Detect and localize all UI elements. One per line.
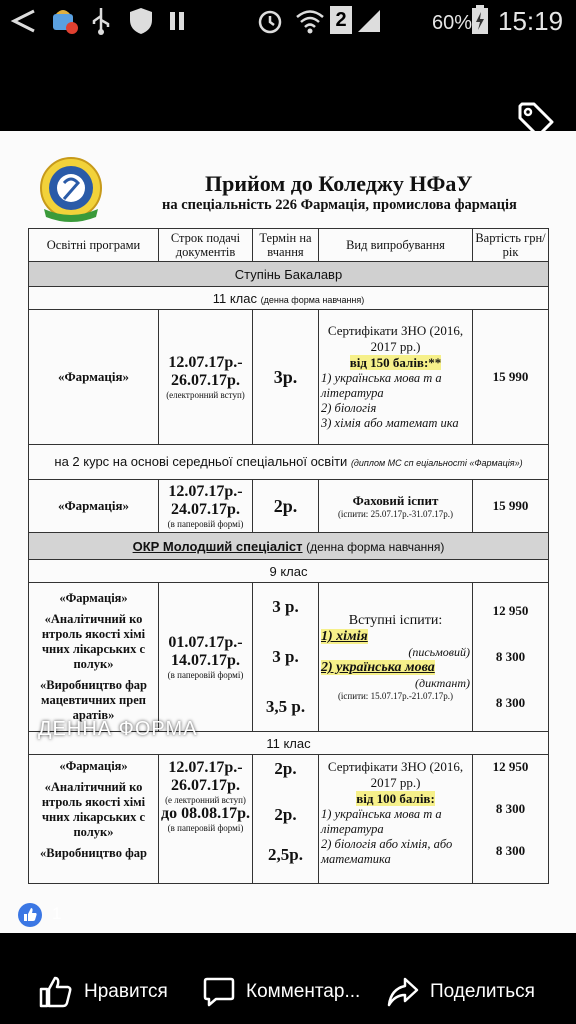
share-button[interactable] [386,972,535,1012]
shield-icon [128,6,154,36]
app-notification-icon [50,6,80,36]
program-cell: «Фармація» «Аналітичний ко нтроль якості хімі чних лікарських с полук» «Виробництво фар мацевтичних преп аратів» [29,583,159,732]
price-cell: 15 990 [473,310,549,445]
column-header: Вид випробування [319,229,473,262]
comment-icon [202,975,236,1009]
wifi-icon [294,6,326,36]
photo-content[interactable] [0,131,576,933]
price-cell: 15 990 [473,480,549,533]
admission-table [28,228,549,884]
usb-icon [90,6,112,36]
grade-row: 9 клас [29,560,549,583]
program-cell: «Фармація» «Аналітичний ко нтроль якості хімі чних лікарських с полук» «Виробництво фар [29,755,159,884]
share-arrow-icon [386,975,420,1009]
band-okr: ОКР Молодший спеціаліст (денна форма навчання) [29,533,549,560]
column-header: Строк подачі документів [159,229,253,262]
clock: 15:19 [498,6,564,36]
dates-cell: 01.07.17р.- 14.07.17р. (в паперовій формі) [159,583,253,732]
comment-button[interactable] [202,972,360,1012]
like-button[interactable] [38,972,168,1012]
document-subtitle: на спеціальність 226 Фармація, промислова фармація [162,197,517,213]
column-header: Освітні програми [29,229,159,262]
action-bar [0,960,576,1024]
college-logo-icon [36,155,106,225]
exam-cell: Сертифікати ЗНО (2016, 2017 рр.) від 150 балів:** 1) українська мова т а література 2) біологія 3) хімія або математ ика [319,310,473,445]
reaction-count: 1 [52,904,62,923]
term-cell: 3 р. 3 р. 3,5 р. [253,583,319,732]
thumbs-up-icon [38,975,74,1009]
battery-charging-icon [470,4,490,36]
share-label: Поделиться [430,981,535,1002]
price-cell: 12 950 8 300 8 300 [473,583,549,732]
price-cell: 12 950 8 300 8 300 [473,755,549,884]
dates-cell: 12.07.17р.- 26.07.17р. (е лектронний вступ) до 08.08.17р. (в паперовій формі) [159,755,253,884]
back-arrow-icon[interactable] [8,8,38,34]
band-bachelor: Ступінь Бакалавр [29,262,549,287]
sim-icon: 2 [330,6,352,34]
program-cell: «Фармація» [29,480,159,533]
like-label: Нравится [84,981,168,1002]
table-row [29,755,549,884]
status-bar [0,0,576,42]
table-row [29,583,549,732]
exam-cell: Сертифікати ЗНО (2016, 2017 рр.) від 100 балів: 1) українська мова т а література 2) біологія або хімія, або математика [319,755,473,884]
battery-percent: 60% [432,12,473,34]
term-cell: 2р. [253,480,319,533]
column-header: Термін на вчання [253,229,319,262]
exam-cell: Вступні іспити: 1) хімія (письмовий) 2) українська мова (диктант) (іспити: 15.07.17р.-21.07.17р.) [319,583,473,732]
comment-label: Комментар... [246,981,361,1002]
table-row [29,310,549,445]
table-header-row [29,229,549,262]
program-cell: «Фармація» [29,310,159,445]
document-title: Прийом до Коледжу НФаУ [205,171,473,196]
viewer-top-bar [0,42,576,132]
pause-icon [168,10,186,32]
table-row [29,480,549,533]
like-reaction-icon [18,903,42,927]
exam-cell: Фаховий іспит (іспити: 25.07.17р.-31.07.17р.) [319,480,473,533]
dates-cell: 12.07.17р.- 26.07.17р. (електронний вступ) [159,310,253,445]
signal-icon [356,8,382,34]
grade-row: 11 клас [29,732,549,755]
dates-cell: 12.07.17р.- 24.07.17р. (в паперовій формі) [159,480,253,533]
course2-row: на 2 курс на основі середньої спеціальної освіти (диплом МС сп еціальності «Фармація») [29,445,549,480]
column-header: Вартість грн/рік [473,229,549,262]
photo-overlay-text: ДЕННА ФОРМА [38,718,198,740]
grade-row: 11 клас (денна форма навчання) [29,287,549,310]
term-cell: 2р. 2р. 2,5р. [253,755,319,884]
alarm-icon [256,6,284,36]
term-cell: 3р. [253,310,319,445]
